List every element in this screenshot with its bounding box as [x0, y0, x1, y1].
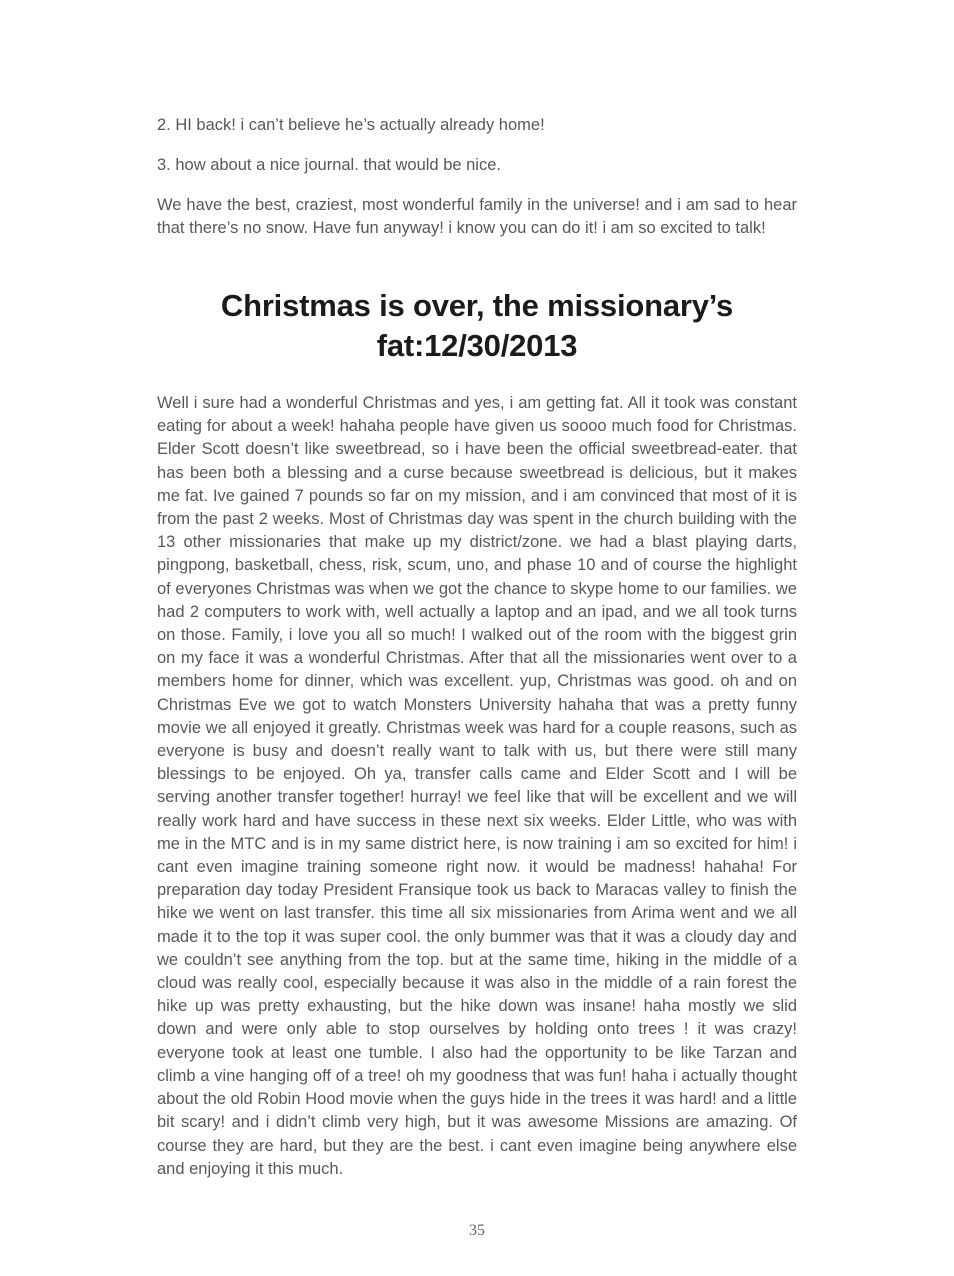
post-body-paragraph: Well i sure had a wonderful Christmas and yes, i am getting fat. All it took was constant eating for about a week! hahaha people have given us soooo much food for Christmas. Elder Scott doesn’t like sweetbread, so i have been the official sweetbread-eater. that has been both a blessing and a curse because sweetbread is delicious, but it makes me fat. Ive gained 7 pounds so far on my mission, and i am convinced that most of it is from the past 2 weeks. Most of Christmas day was spent in the church building with the 13 other missionaries that make up my district/zone. we had a blast playing darts, pingpong, basketball, chess, risk, scum, uno, and phase 10 and of course the highlight of everyones Christmas was when we got the chance to skype home to our families. we had 2 computers to work with, well actually a laptop and an ipad, and we all took turns on those. Family, i love you all so much! I walked out of the room with the biggest grin on my face it was a wonderful Christmas. After that all the missionaries went over to a members home for dinner, which was excellent. yup, Christmas was good. oh and on Christmas Eve we got to watch Monsters University hahaha that was a pretty funny movie we all enjoyed it greatly. Christmas week was hard for a couple reasons, such as everyone is busy and doesn’t really want to talk with us, but there were still many blessings to be enjoyed. Oh ya, transfer calls came and Elder Scott and I will be serving another transfer together! hurray! we feel like that will be excellent and we will really work hard and have success in these next six weeks. Elder Little, who was with me in the MTC and is in my same district here, is now training i am so excited for him! i cant even imagine training someone right now. it would be madness! hahaha! For preparation day today President Fransique took us back to Maracas valley to finish the hike we went on last transfer. this time all six missionaries from Arima went and we all made it to the top it was super cool. the only bummer was that it was a cloudy day and we couldn’t see anything from the top. but at the same time, hiking in the middle of a cloud was really cool, especially because it was also in the middle of a rain forest the hike up was pretty exhausting, but the hike down was insane! haha mostly we slid down and were only able to stop ourselves by holding onto trees ! it was crazy! everyone took at least one tumble. I also had the opportunity to be like Tarzan and climb a vine hanging off of a tree! oh my goodness that was fun! haha i actually thought about the old Robin Hood movie when the guys hide in the trees it was hard! and a little bit scary! and i didn’t climb very high, but it was awesome Missions are amazing. Of course they are hard, but they are the best. i cant even imagine being anywhere else and enjoying it this much.	[157, 394, 797, 1178]
intro-section	[157, 114, 797, 240]
page-number: 35	[469, 1222, 485, 1239]
content-column	[157, 114, 797, 1181]
post-title: Christmas is over, the missionary’s fat:12/30/2013	[220, 288, 734, 363]
intro-list-item-3: 3. how about a nice journal. that would be nice.	[157, 156, 501, 174]
intro-paragraph: We have the best, craziest, most wonderful family in the universe! and i am sad to hear that there’s no snow. Have fun anyway! i know you can do it! i am so excited to talk!	[157, 196, 797, 237]
intro-list-item-2: 2. HI back! i can’t believe he’s actually already home!	[157, 116, 545, 134]
